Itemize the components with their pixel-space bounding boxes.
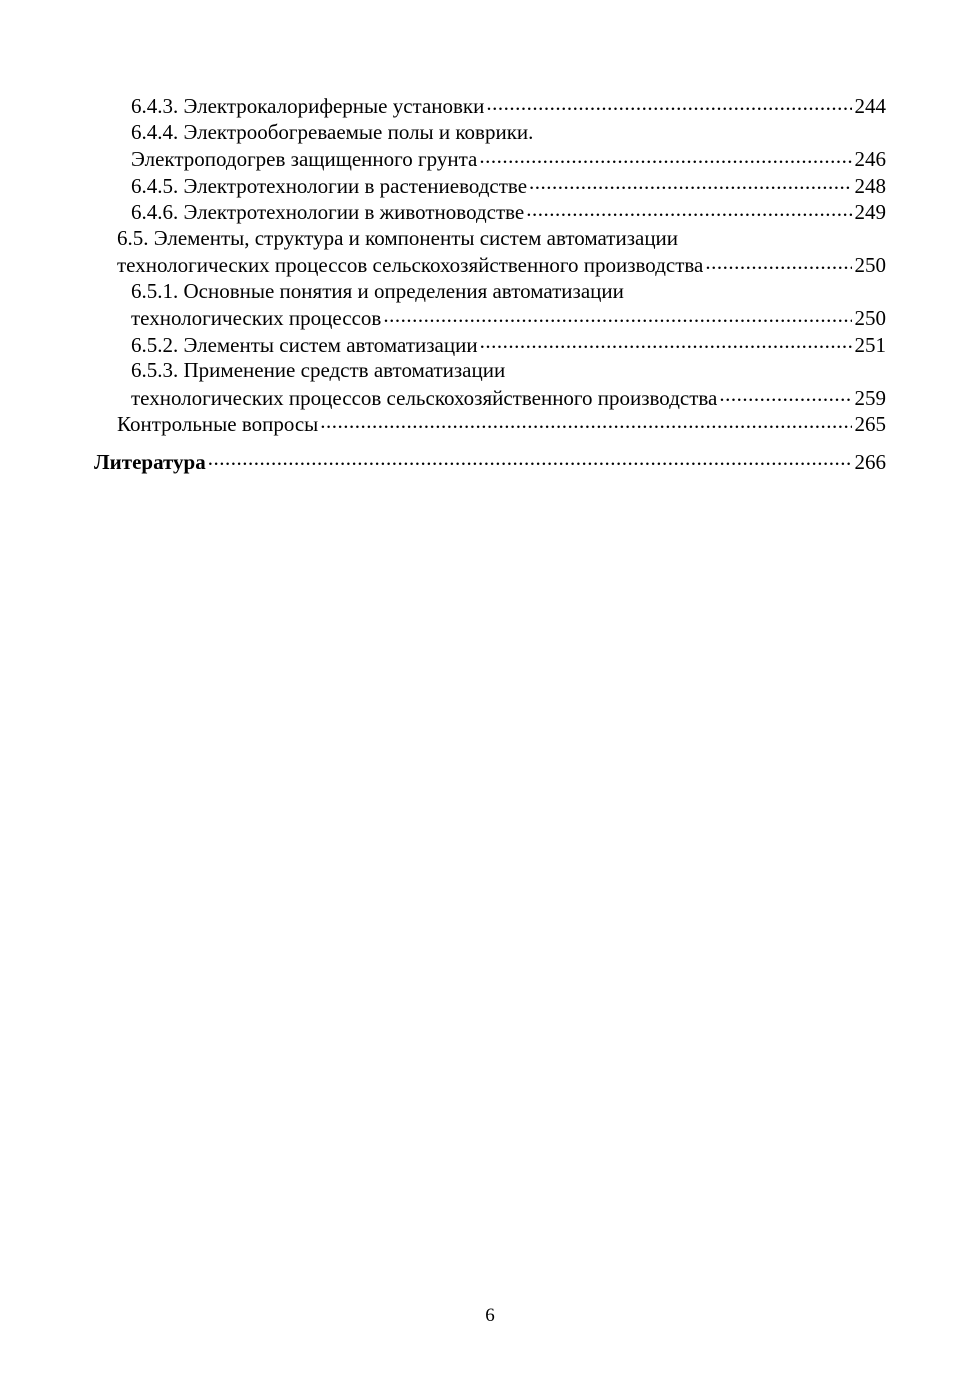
- dot-leader: [383, 304, 851, 325]
- toc-entry-6-5-2: [94, 331, 886, 358]
- toc-entry-title: 6.4.5. Электротехнологии в растениеводстве: [131, 173, 528, 198]
- toc-entry-page: 259: [854, 385, 886, 410]
- toc-entry-title-continued: технологических процессов сельскохозяйственного производства: [117, 253, 704, 277]
- toc-entry-title: 6.5.2. Элементы систем автоматизации: [131, 332, 478, 357]
- dot-leader: [320, 410, 851, 431]
- toc-entry-6-4-3: [94, 92, 886, 119]
- dot-leader: [479, 145, 851, 166]
- dot-leader: [705, 251, 851, 272]
- toc-entry-title: 6.5. Элементы, структура и компоненты систем автоматизации: [117, 225, 679, 250]
- dot-leader: [526, 198, 851, 219]
- toc-entry-6-5-3-line2: [94, 384, 886, 411]
- toc-entry-6-4-5: [94, 172, 886, 199]
- dot-leader: [486, 92, 851, 113]
- toc-entry-page: 250: [854, 253, 886, 277]
- toc-entry-control-questions: [94, 410, 886, 437]
- page-number: 6: [485, 1305, 495, 1326]
- dot-leader: [208, 448, 852, 469]
- toc-entry-6-4-4-line2: [94, 145, 886, 172]
- toc-entry-title: Контрольные вопросы: [117, 412, 319, 436]
- toc-entry-6-5-line1: [94, 225, 886, 252]
- toc-entry-page: 266: [854, 449, 886, 474]
- toc-entry-6-5-line2: [94, 251, 886, 278]
- toc-entry-title-continued: Электроподогрев защищенного грунта: [131, 147, 478, 171]
- toc-entry-title: 6.5.3. Применение средств автоматизации: [131, 358, 506, 382]
- dot-leader: [529, 172, 851, 193]
- toc-entry-title: 6.4.4. Электрообогреваемые полы и коврики.: [131, 119, 534, 144]
- toc-entry-literature: [94, 448, 886, 475]
- toc-entry-page: 248: [854, 173, 886, 198]
- dot-leader: [719, 384, 851, 405]
- toc-entry-page: 265: [854, 412, 886, 436]
- toc-entry-title: 6.4.3. Электрокалориферные установки: [131, 94, 485, 118]
- toc-entry-title: 6.5.1. Основные понятия и определения автоматизации: [131, 278, 624, 303]
- table-of-contents: [94, 92, 886, 474]
- toc-entry-page: 246: [854, 147, 886, 171]
- toc-entry-page: 244: [854, 94, 886, 118]
- toc-entry-6-4-4-line1: [94, 119, 886, 146]
- toc-entry-6-5-1-line2: [94, 304, 886, 331]
- toc-entry-page: 251: [854, 332, 886, 357]
- toc-entry-title: 6.4.6. Электротехнологии в животноводстве: [131, 200, 525, 224]
- toc-entry-page: 249: [854, 200, 886, 224]
- dot-leader: [480, 331, 852, 352]
- toc-entry-title: Литература: [94, 449, 206, 474]
- toc-entry-title-continued: технологических процессов сельскохозяйственного производства: [131, 385, 718, 410]
- toc-entry-6-5-3-line1: [94, 357, 886, 384]
- toc-entry-page: 250: [854, 306, 886, 330]
- toc-entry-6-5-1-line1: [94, 278, 886, 305]
- toc-entry-6-4-6: [94, 198, 886, 225]
- toc-entry-title-continued: технологических процессов: [131, 306, 382, 330]
